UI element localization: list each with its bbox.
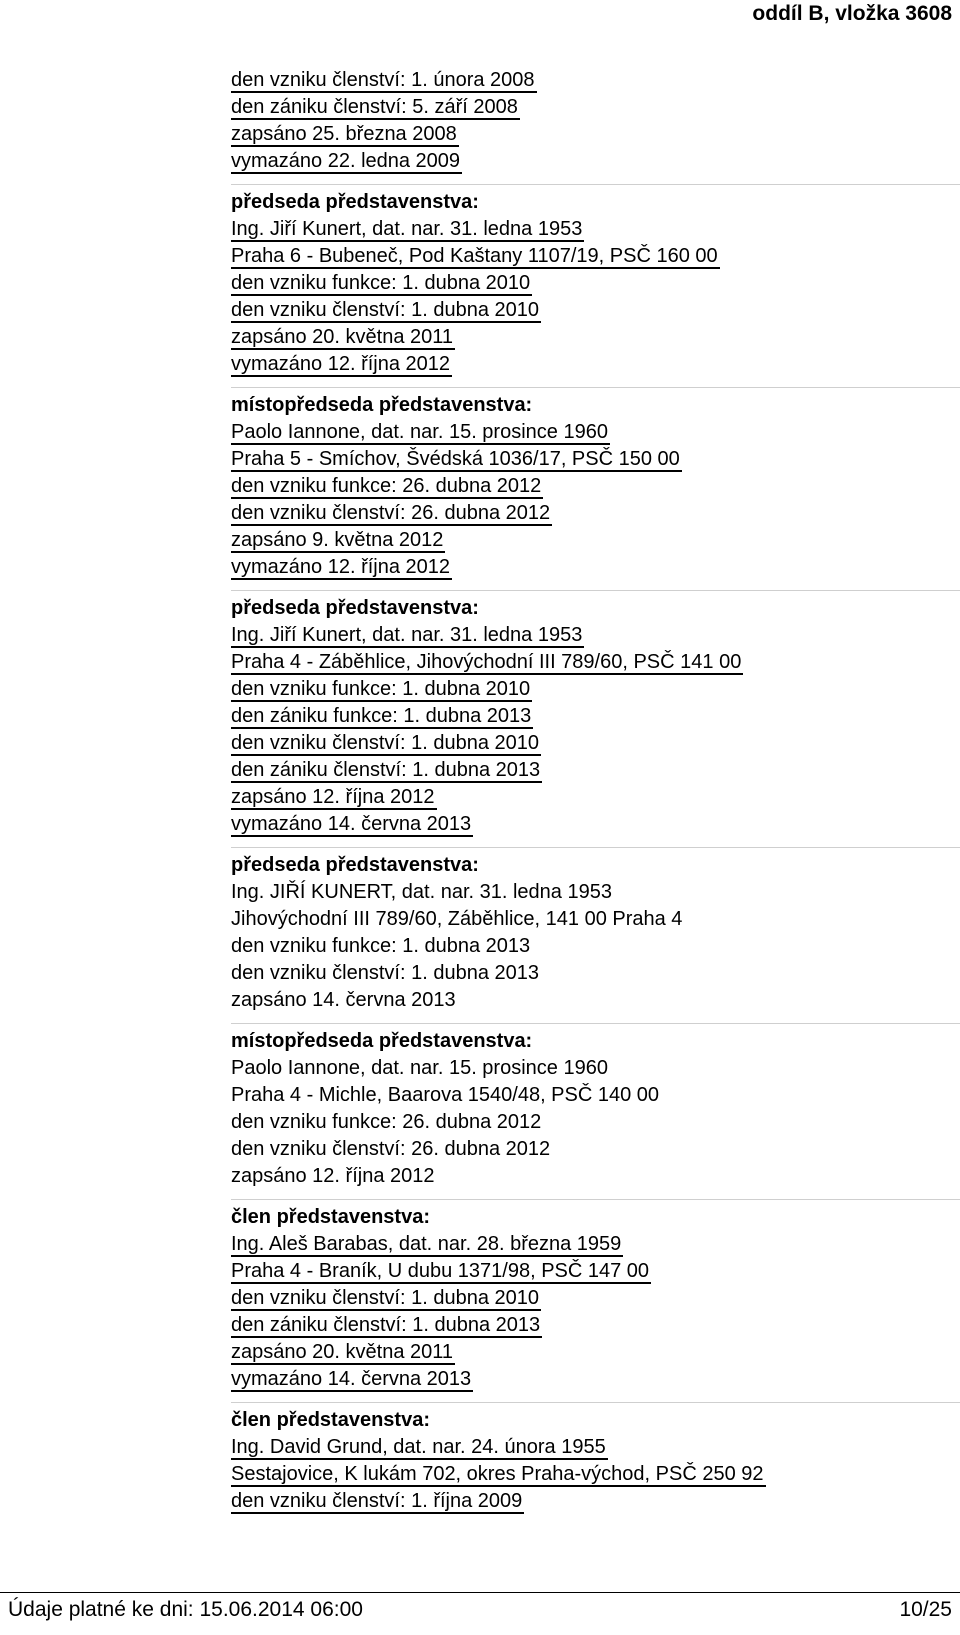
section-title	[231, 393, 960, 420]
entry-text: zapsáno 20. května 2011	[231, 326, 454, 348]
section-divider	[231, 1402, 960, 1403]
entry-line-deleted	[231, 785, 960, 812]
entry-text: Praha 6 - Bubeneč, Pod Kaštany 1107/19, PSČ 160 00	[231, 245, 718, 267]
entry-line	[231, 988, 960, 1015]
entry-text: den vzniku členství: 26. dubna 2012	[231, 502, 551, 524]
section-title-text: předseda představenstva:	[231, 597, 479, 619]
entry-text: zapsáno 12. října 2012	[231, 1165, 435, 1187]
entry-text: den vzniku členství: 1. dubna 2010	[231, 299, 539, 321]
section-title-text: předseda představenstva:	[231, 854, 479, 876]
entry-line-deleted	[231, 474, 960, 501]
register-section	[231, 1023, 960, 1191]
page-footer	[0, 1592, 960, 1628]
entry-line-deleted	[231, 677, 960, 704]
section-title-text: člen představenstva:	[231, 1206, 430, 1228]
entry-text: den zániku funkce: 1. dubna 2013	[231, 705, 532, 727]
entry-text: Ing. Aleš Barabas, dat. nar. 28. března 1959	[231, 1233, 622, 1255]
section-divider	[231, 1023, 960, 1024]
entry-line-deleted	[231, 555, 960, 582]
section-title-text: člen představenstva:	[231, 1409, 430, 1431]
entry-line-deleted	[231, 1462, 960, 1489]
entry-text: Jihovýchodní III 789/60, Záběhlice, 141 00 Praha 4	[231, 908, 683, 930]
entry-line-deleted	[231, 1259, 960, 1286]
entry-line-deleted	[231, 447, 960, 474]
entry-line-deleted	[231, 68, 960, 95]
register-section	[231, 184, 960, 379]
entry-text: den vzniku členství: 1. října 2009	[231, 1490, 523, 1512]
entry-line-deleted	[231, 95, 960, 122]
entry-line	[231, 1056, 960, 1083]
entry-line	[231, 1164, 960, 1191]
entry-text: Paolo Iannone, dat. nar. 15. prosince 1960	[231, 421, 608, 443]
entry-text: Ing. Jiří Kunert, dat. nar. 31. ledna 1953	[231, 624, 583, 646]
entry-text: Sestajovice, K lukám 702, okres Praha-východ, PSČ 250 92	[231, 1463, 764, 1485]
entry-line-deleted	[231, 731, 960, 758]
entry-line	[231, 961, 960, 988]
register-section	[231, 590, 960, 839]
entry-text: Paolo Iannone, dat. nar. 15. prosince 1960	[231, 1057, 608, 1079]
entry-line-deleted	[231, 1232, 960, 1259]
entry-text: den vzniku členství: 1. dubna 2010	[231, 732, 539, 754]
entry-text: zapsáno 20. května 2011	[231, 1341, 454, 1363]
entry-text: Ing. Jiří Kunert, dat. nar. 31. ledna 1953	[231, 218, 583, 240]
section-title	[231, 1205, 960, 1232]
entry-text: den vzniku členství: 1. února 2008	[231, 69, 535, 91]
entry-line-deleted	[231, 217, 960, 244]
entry-text: den zániku členství: 5. září 2008	[231, 96, 518, 118]
entry-text: den zániku členství: 1. dubna 2013	[231, 1314, 541, 1336]
entry-text: zapsáno 14. června 2013	[231, 989, 456, 1011]
section-title	[231, 190, 960, 217]
entry-text: vymazáno 12. října 2012	[231, 556, 451, 578]
entry-line-deleted	[231, 271, 960, 298]
entry-text: Ing. JIŘÍ KUNERT, dat. nar. 31. ledna 1953	[231, 881, 612, 903]
entry-line-deleted	[231, 149, 960, 176]
entry-line-deleted	[231, 1286, 960, 1313]
entry-line-deleted	[231, 420, 960, 447]
entry-text: den vzniku členství: 26. dubna 2012	[231, 1138, 551, 1160]
entry-line-deleted	[231, 298, 960, 325]
section-title	[231, 596, 960, 623]
entry-line-deleted	[231, 122, 960, 149]
section-title	[231, 1408, 960, 1435]
entry-line	[231, 907, 960, 934]
entry-line	[231, 880, 960, 907]
section-title-text: místopředseda představenstva:	[231, 394, 533, 416]
entry-text: Praha 4 - Braník, U dubu 1371/98, PSČ 147 00	[231, 1260, 650, 1282]
entry-line-deleted	[231, 325, 960, 352]
entry-text: zapsáno 25. března 2008	[231, 123, 457, 145]
entry-text: den vzniku funkce: 1. dubna 2013	[231, 935, 531, 957]
entry-line-deleted	[231, 758, 960, 785]
entry-line-deleted	[231, 1489, 960, 1516]
entry-line-deleted	[231, 812, 960, 839]
section-title-text: místopředseda představenstva:	[231, 1030, 533, 1052]
register-section	[231, 1402, 960, 1516]
section-divider	[231, 847, 960, 848]
entry-text: vymazáno 14. června 2013	[231, 1368, 472, 1390]
entry-text: den vzniku funkce: 1. dubna 2010	[231, 272, 531, 294]
page-number: 10/25	[899, 1598, 952, 1621]
validity-date: Údaje platné ke dni: 15.06.2014 06:00	[8, 1598, 363, 1621]
entry-text: den vzniku funkce: 1. dubna 2010	[231, 678, 531, 700]
entry-line-deleted	[231, 528, 960, 555]
entry-line-deleted	[231, 501, 960, 528]
entry-text: vymazáno 12. října 2012	[231, 353, 451, 375]
entry-line	[231, 1110, 960, 1137]
section-title	[231, 853, 960, 880]
footer-divider	[0, 1592, 960, 1593]
entry-line-deleted	[231, 1367, 960, 1394]
entry-line-deleted	[231, 1340, 960, 1367]
entry-text: zapsáno 12. října 2012	[231, 786, 435, 808]
register-section	[231, 847, 960, 1015]
entry-line-deleted	[231, 244, 960, 271]
register-section	[231, 387, 960, 582]
entry-text: Ing. David Grund, dat. nar. 24. února 1955	[231, 1436, 606, 1458]
entry-text: den vzniku funkce: 26. dubna 2012	[231, 475, 542, 497]
register-section-label: oddíl B, vložka 3608	[752, 2, 952, 25]
entry-text: vymazáno 14. června 2013	[231, 813, 472, 835]
entry-text: Praha 4 - Záběhlice, Jihovýchodní III 789/60, PSČ 141 00	[231, 651, 742, 673]
entry-text: zapsáno 9. května 2012	[231, 529, 444, 551]
entry-text: Praha 4 - Michle, Baarova 1540/48, PSČ 140 00	[231, 1084, 660, 1106]
register-section	[231, 1199, 960, 1394]
section-divider	[231, 184, 960, 185]
entry-text: Praha 5 - Smíchov, Švédská 1036/17, PSČ 150 00	[231, 448, 680, 470]
entry-text: den vzniku funkce: 26. dubna 2012	[231, 1111, 542, 1133]
entry-line-deleted	[231, 1313, 960, 1340]
entry-text: den vzniku členství: 1. dubna 2013	[231, 962, 539, 984]
entry-text: den zániku členství: 1. dubna 2013	[231, 759, 541, 781]
entry-line-deleted	[231, 704, 960, 731]
section-divider	[231, 590, 960, 591]
entry-line-deleted	[231, 623, 960, 650]
entry-text: den vzniku členství: 1. dubna 2010	[231, 1287, 539, 1309]
entry-text: vymazáno 22. ledna 2009	[231, 150, 461, 172]
entry-line-deleted	[231, 1435, 960, 1462]
entry-line	[231, 1137, 960, 1164]
section-title-text: předseda představenstva:	[231, 191, 479, 213]
section-divider	[231, 387, 960, 388]
register-entries	[231, 68, 960, 1516]
register-section	[231, 68, 960, 176]
entry-line-deleted	[231, 650, 960, 677]
entry-line	[231, 934, 960, 961]
section-divider	[231, 1199, 960, 1200]
entry-line	[231, 1083, 960, 1110]
section-title	[231, 1029, 960, 1056]
entry-line-deleted	[231, 352, 960, 379]
